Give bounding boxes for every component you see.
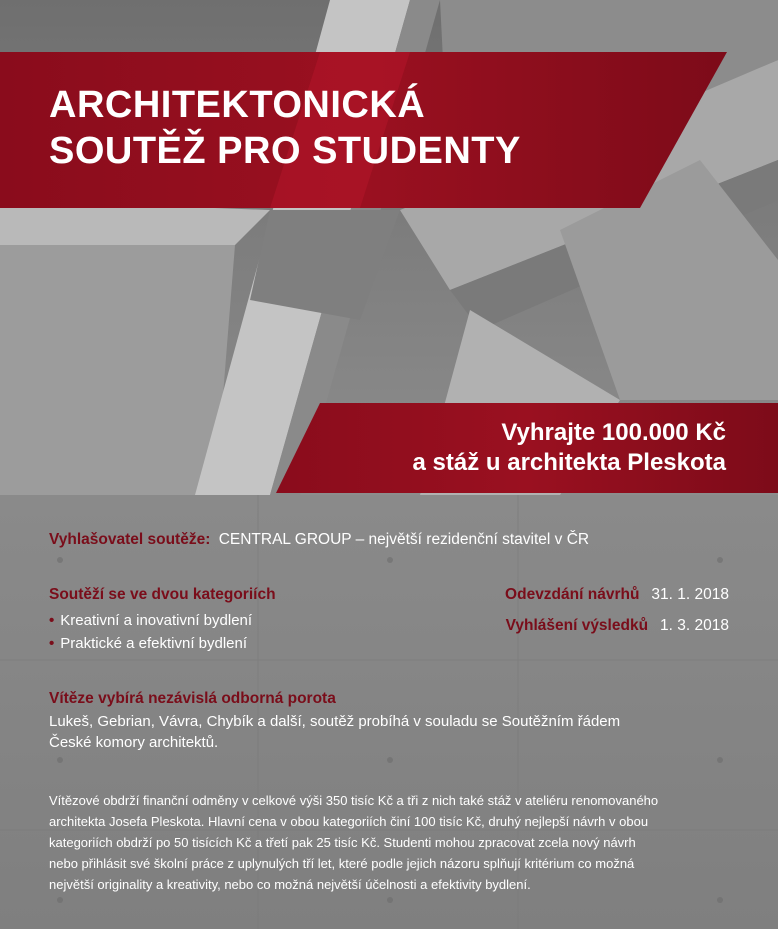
fine-print (49, 790, 749, 895)
prize-line-1: Vyhrajte 100.000 Kč (501, 419, 726, 446)
bullet-icon: • (49, 635, 55, 652)
key-dates (505, 584, 729, 646)
wall-panel-left (0, 245, 235, 495)
list-item (49, 609, 252, 632)
category-label: Kreativní a inovativní bydlení (60, 612, 253, 629)
organizer-label: Vyhlašovatel soutěže: (49, 531, 211, 548)
results-announcement (505, 615, 729, 636)
categories-list (49, 609, 252, 655)
jury-line-1: Lukeš, Gebrian, Vávra, Chybík a další, soutěž probíhá v souladu se Soutěžním řádem (49, 713, 621, 730)
fine-print-line: Vítězové obdrží finanční odměny v celkové výši 350 tisíc Kč a tři z nich také stáž v ateliéru renomovaného (49, 793, 659, 808)
category-label: Praktické a efektivní bydlení (60, 635, 248, 652)
title-line-2: SOUTĚŽ PRO STUDENTY (49, 130, 521, 172)
jury-heading: Vítěze vybírá nezávislá odborná porota (49, 690, 336, 707)
fine-print-line: kategoriích obdrží po 50 tisících Kč a třetí pak 25 tisíc Kč. Studenti mohou zpracovat zcela nový návrh (49, 835, 636, 850)
submission-label: Odevzdání návrhů (505, 586, 640, 603)
submission-deadline (505, 584, 729, 605)
poster-title (49, 82, 521, 174)
submission-date: 31. 1. 2018 (651, 586, 729, 603)
fine-print-line: architekta Josefa Pleskota. Hlavní cena v obou kategoriích činí 100 tisíc Kč, druhý nejlepší návrh v obou (49, 814, 649, 829)
jury-line-2: České komory architektů. (49, 734, 219, 751)
results-label: Vyhlášení výsledků (505, 617, 649, 634)
prize-line-2: a stáž u architekta Pleskota (412, 449, 726, 476)
organizer-value: CENTRAL GROUP – největší rezidenční stavitel v ČR (218, 531, 590, 548)
fine-print-line: nebo přihlásit své školní práce z uplynulých tří let, které podle jejich názoru splňují kritérium co možná (49, 856, 635, 871)
categories-heading: Soutěží se ve dvou kategoriích (49, 586, 276, 603)
organizer-line (49, 529, 589, 550)
results-date: 1. 3. 2018 (660, 617, 729, 634)
bullet-icon: • (49, 612, 55, 629)
list-item (49, 632, 252, 655)
jury-description (49, 711, 739, 753)
prize-headline (413, 418, 726, 478)
fine-print-line: největší originality a kreativity, nebo co možná největší účelnosti a efektivity bydlení. (49, 877, 531, 892)
title-line-1: ARCHITEKTONICKÁ (49, 84, 426, 126)
